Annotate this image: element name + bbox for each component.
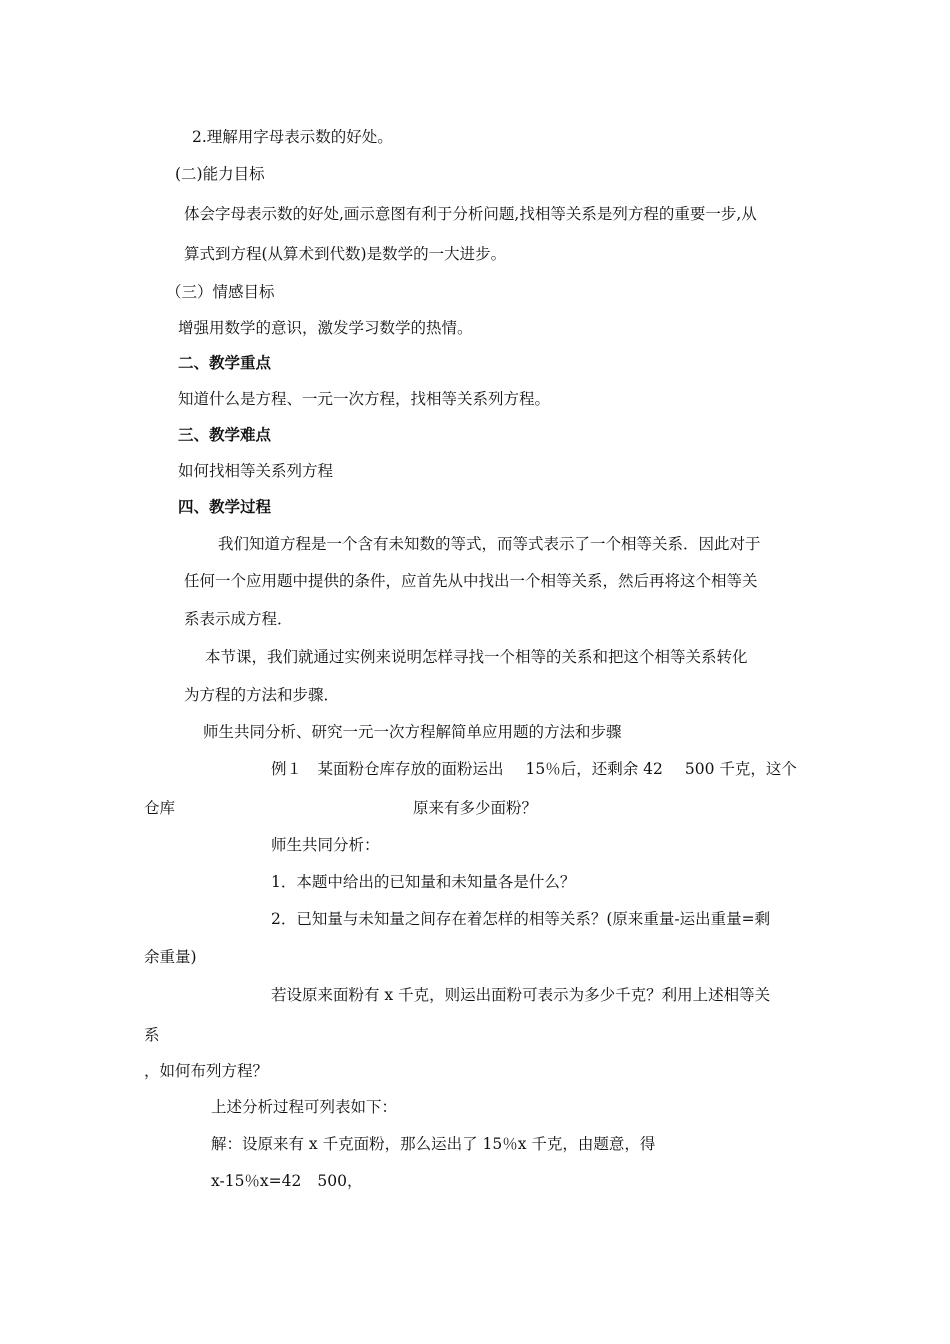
question-3-line-2: 系 xyxy=(144,1026,160,1044)
solution-line-1: 解：设原来有 x 千克面粉，那么运出了 15％x 千克，由题意，得 xyxy=(211,1135,656,1153)
equation-part-b: 500， xyxy=(317,1172,363,1190)
table-intro: 上述分析过程可列表如下： xyxy=(211,1098,398,1116)
heading-teaching-process: 四、教学过程 xyxy=(178,497,272,516)
question-2-line-2: 余重量) xyxy=(144,948,197,966)
process-paragraph-1-line-3: 系表示成方程． xyxy=(184,610,293,628)
teaching-focus-text: 知道什么是方程、一元一次方程，找相等关系列方程。 xyxy=(178,390,551,408)
example-1-part-c: 500 千克，这个 xyxy=(684,760,797,778)
example-1-part-a: 例１ 某面粉仓库存放的面粉运出 xyxy=(271,760,504,778)
analysis-intro: 师生共同分析、研究一元一次方程解简单应用题的方法和步骤 xyxy=(203,723,622,741)
question-2-line-1: 2．已知量与未知量之间存在着怎样的相等关系？(原来重量-运出重量=剩 xyxy=(271,910,771,928)
heading-teaching-focus: 二、教学重点 xyxy=(178,353,272,372)
equation-line xyxy=(211,1170,362,1192)
emotional-goals-text: 增强用数学的意识，激发学习数学的热情。 xyxy=(178,319,473,337)
process-paragraph-1-line-2: 任何一个应用题中提供的条件，应首先从中找出一个相等关系，然后再将这个相等关 xyxy=(184,572,758,590)
objective-item-2: 2.理解用字母表示数的好处。 xyxy=(192,128,393,146)
ability-goals-text-line-1: 体会字母表示数的好处,画示意图有利于分析问题,找相等关系是列方程的重要一步,从 xyxy=(184,205,757,223)
process-paragraph-2-line-1: 本节课，我们就通过实例来说明怎样寻找一个相等的关系和把这个相等关系转化 xyxy=(205,648,748,666)
ability-goals-text-line-2: 算式到方程(从算术到代数)是数学的一大进步。 xyxy=(184,245,507,263)
heading-emotional-goals: （三）情感目标 xyxy=(166,283,275,301)
process-paragraph-2-line-2: 为方程的方法和步骤． xyxy=(184,686,340,704)
question-3-line-1: 若设原来面粉有 x 千克，则运出面粉可表示为多少千克？利用上述相等关 xyxy=(271,986,771,1004)
process-paragraph-1-line-1: 我们知道方程是一个含有未知数的等式，而等式表示了一个相等关系．因此对于 xyxy=(218,535,761,553)
heading-ability-goals: (二)能力目标 xyxy=(175,165,265,183)
question-1: 1．本题中给出的已知量和未知量各是什么？ xyxy=(271,873,576,891)
example-1-line-1 xyxy=(271,758,797,780)
example-1-line-2b: 原来有多少面粉？ xyxy=(413,799,538,817)
teaching-difficulty-text: 如何找相等关系列方程 xyxy=(178,462,334,480)
example-1-part-b: 15％后，还剩余 42 xyxy=(525,760,663,778)
heading-teaching-difficulty: 三、教学难点 xyxy=(178,425,272,444)
question-3-line-3: ，如何布列方程？ xyxy=(144,1062,269,1080)
equation-part-a: x-15％x=42 xyxy=(211,1172,302,1190)
example-1-line-2a: 仓库 xyxy=(144,799,176,817)
joint-analysis-label: 师生共同分析： xyxy=(271,836,380,854)
